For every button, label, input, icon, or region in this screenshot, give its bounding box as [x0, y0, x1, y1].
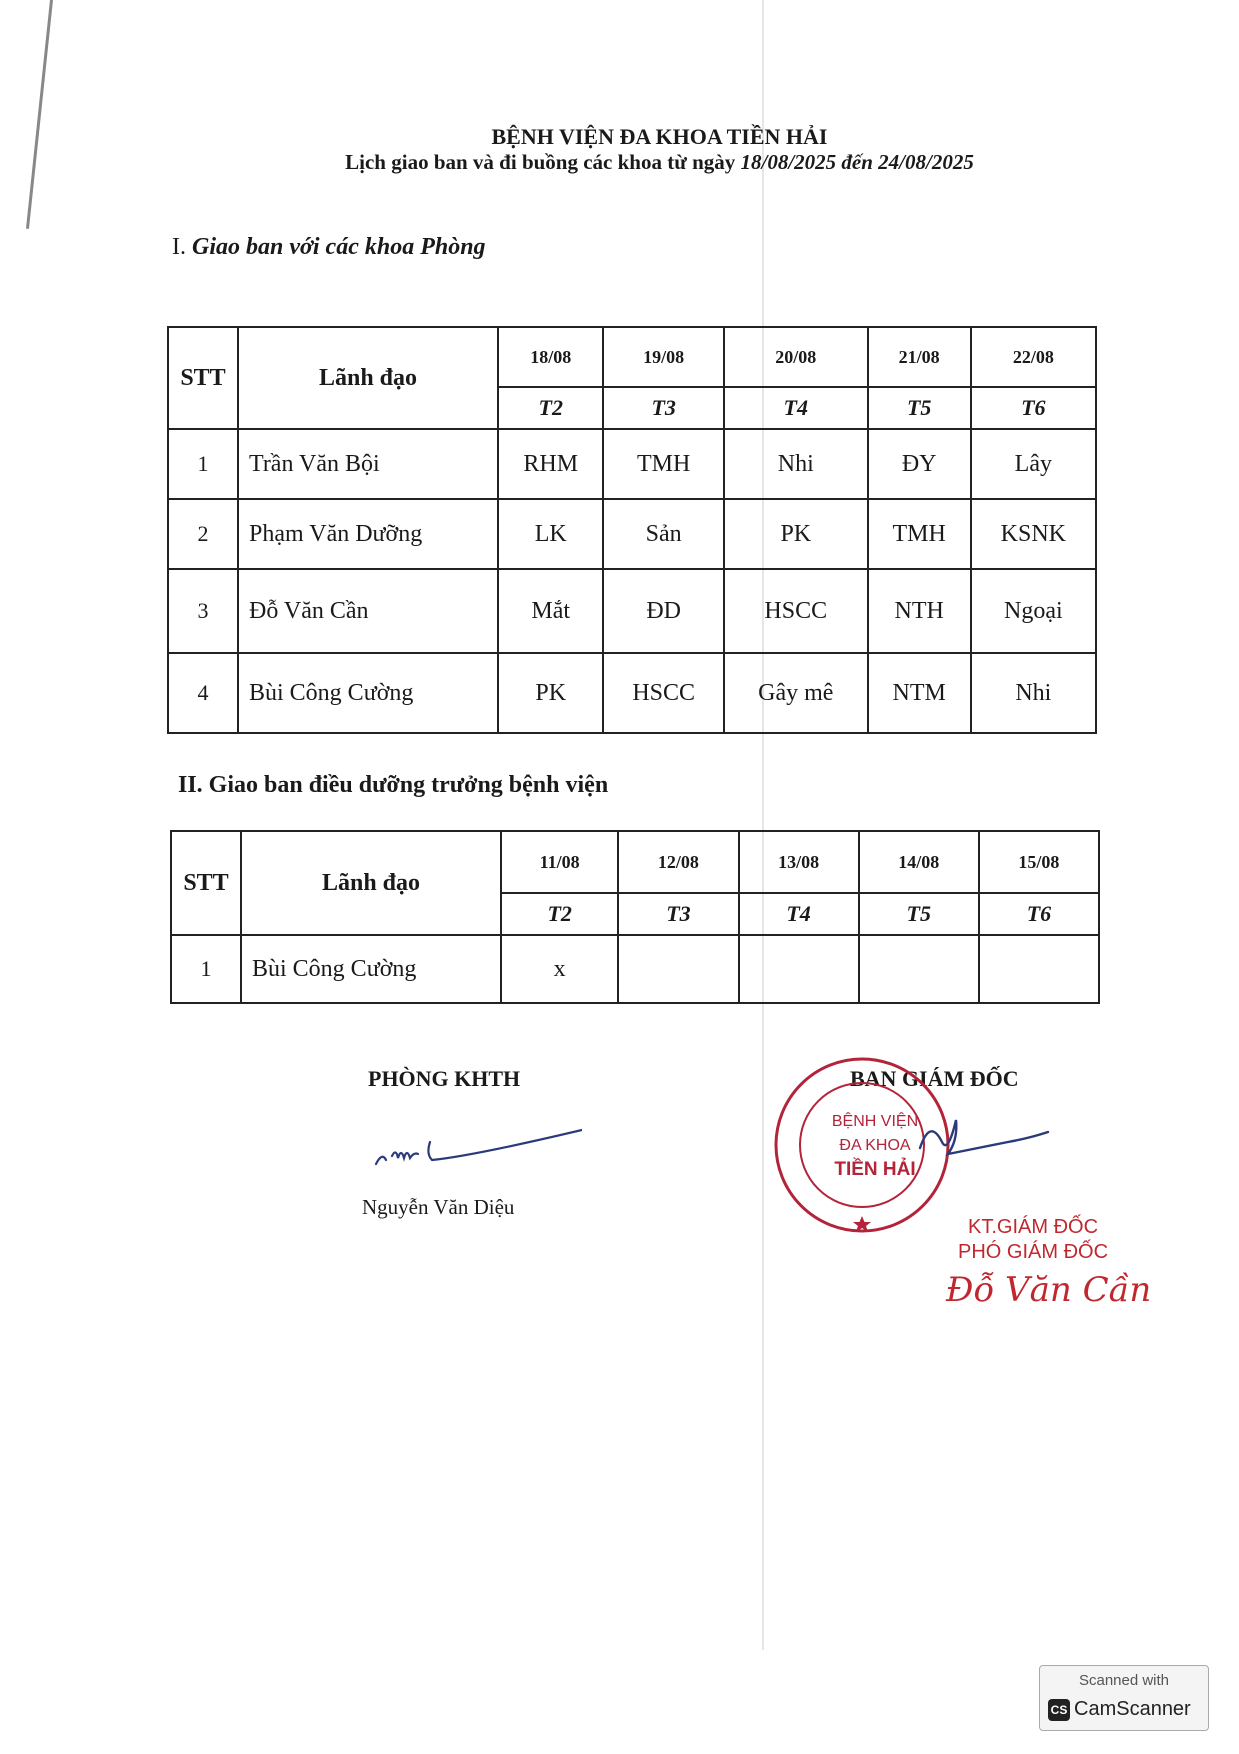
page-fold-line [762, 0, 764, 1650]
scan-edge-line [26, 0, 53, 229]
row-leader-name: Đỗ Văn Cần [238, 569, 498, 653]
day-header: T5 [859, 893, 979, 935]
schedule-cell: PK [724, 499, 868, 569]
day-header: T5 [868, 387, 971, 429]
col-lead-header: Lãnh đạo [238, 327, 498, 429]
row-stt: 1 [171, 935, 241, 1003]
schedule-cell [979, 935, 1099, 1003]
row-stt: 1 [168, 429, 238, 499]
table-row [168, 569, 1096, 653]
schedule-cell [739, 935, 859, 1003]
section1-title [172, 234, 486, 261]
stamp-line: ĐA KHOA [839, 1137, 911, 1154]
day-header: T3 [618, 893, 738, 935]
badge-brand: CamScanner [1074, 1698, 1191, 1720]
day-header: T4 [739, 893, 859, 935]
schedule-cell: PK [498, 653, 603, 733]
camscanner-badge [1039, 1665, 1209, 1731]
left-signer-name: Nguyễn Văn Diệu [362, 1195, 515, 1219]
col-lead-header: Lãnh đạo [241, 831, 501, 935]
left-handwritten-signature [372, 1128, 582, 1174]
role-line: PHÓ GIÁM ĐỐC [958, 1241, 1109, 1263]
day-header: T2 [498, 387, 603, 429]
row-leader-name: Phạm Văn Dưỡng [238, 499, 498, 569]
day-header: T2 [501, 893, 618, 935]
role-line: KT.GIÁM ĐỐC [968, 1216, 1099, 1238]
nursing-schedule-table [170, 830, 1100, 1004]
subtitle-prefix: Lịch giao ban và đi buồng các khoa từ ngày [345, 150, 736, 174]
stamp-line: BỆNH VIỆN [831, 1113, 919, 1130]
right-signature-title: BAN GIÁM ĐỐC [850, 1066, 1019, 1091]
table-row [168, 499, 1096, 569]
schedule-cell: HSCC [603, 653, 723, 733]
table-row [168, 653, 1096, 733]
schedule-cell: x [501, 935, 618, 1003]
schedule-cell: TMH [868, 499, 971, 569]
date-header: 22/08 [971, 327, 1096, 387]
section2-title: II. Giao ban điều dưỡng trưởng bệnh viện [178, 772, 609, 798]
col-stt-header: STT [171, 831, 241, 935]
schedule-cell: NTM [868, 653, 971, 733]
date-header: 20/08 [724, 327, 868, 387]
day-header: T4 [724, 387, 868, 429]
hospital-name: BỆNH VIỆN ĐA KHOA TIỀN HẢI [491, 124, 828, 149]
schedule-subtitle [40, 150, 1239, 175]
schedule-cell: NTH [868, 569, 971, 653]
schedule-cell: KSNK [971, 499, 1096, 569]
row-leader-name: Bùi Công Cường [238, 653, 498, 733]
badge-caption: Scanned with [1078, 1672, 1170, 1689]
schedule-cell [859, 935, 979, 1003]
signer-name: Đỗ Văn Cần [946, 1270, 1152, 1310]
section1-heading: Giao ban với các khoa Phòng [192, 234, 486, 260]
table-row [168, 429, 1096, 499]
schedule-cell: Nhi [971, 653, 1096, 733]
schedule-cell: ĐD [603, 569, 723, 653]
schedule-cell: Gây mê [724, 653, 868, 733]
table-row [171, 935, 1099, 1003]
schedule-cell [618, 935, 738, 1003]
day-header: T6 [971, 387, 1096, 429]
schedule-cell: Mắt [498, 569, 603, 653]
schedule-cell: Sản [603, 499, 723, 569]
date-header: 13/08 [739, 831, 859, 893]
row-stt: 3 [168, 569, 238, 653]
schedule-cell: Nhi [724, 429, 868, 499]
section1-numeral: I. [172, 234, 186, 260]
row-stt: 2 [168, 499, 238, 569]
department-schedule-table [167, 326, 1097, 734]
date-header: 15/08 [979, 831, 1099, 893]
stamp-line: TIỀN HẢI [834, 1159, 916, 1180]
row-leader-name: Trần Văn Bội [238, 429, 498, 499]
date-header: 11/08 [501, 831, 618, 893]
schedule-cell: Lây [971, 429, 1096, 499]
day-header: T6 [979, 893, 1099, 935]
schedule-cell: HSCC [724, 569, 868, 653]
date-header: 21/08 [868, 327, 971, 387]
col-stt-header: STT [168, 327, 238, 429]
schedule-cell: Ngoại [971, 569, 1096, 653]
subtitle-dates: 18/08/2025 đến 24/08/2025 [740, 150, 974, 174]
schedule-cell: TMH [603, 429, 723, 499]
row-leader-name: Bùi Công Cường [241, 935, 501, 1003]
row-stt: 4 [168, 653, 238, 733]
date-header: 14/08 [859, 831, 979, 893]
day-header: T3 [603, 387, 723, 429]
date-header: 12/08 [618, 831, 738, 893]
schedule-cell: LK [498, 499, 603, 569]
date-header: 18/08 [498, 327, 603, 387]
date-header: 19/08 [603, 327, 723, 387]
camscanner-logo-icon: CS [1048, 1699, 1070, 1721]
left-signature-title: PHÒNG KHTH [368, 1066, 521, 1091]
schedule-cell: ĐY [868, 429, 971, 499]
schedule-cell: RHM [498, 429, 603, 499]
right-handwritten-signature [900, 1108, 1050, 1168]
